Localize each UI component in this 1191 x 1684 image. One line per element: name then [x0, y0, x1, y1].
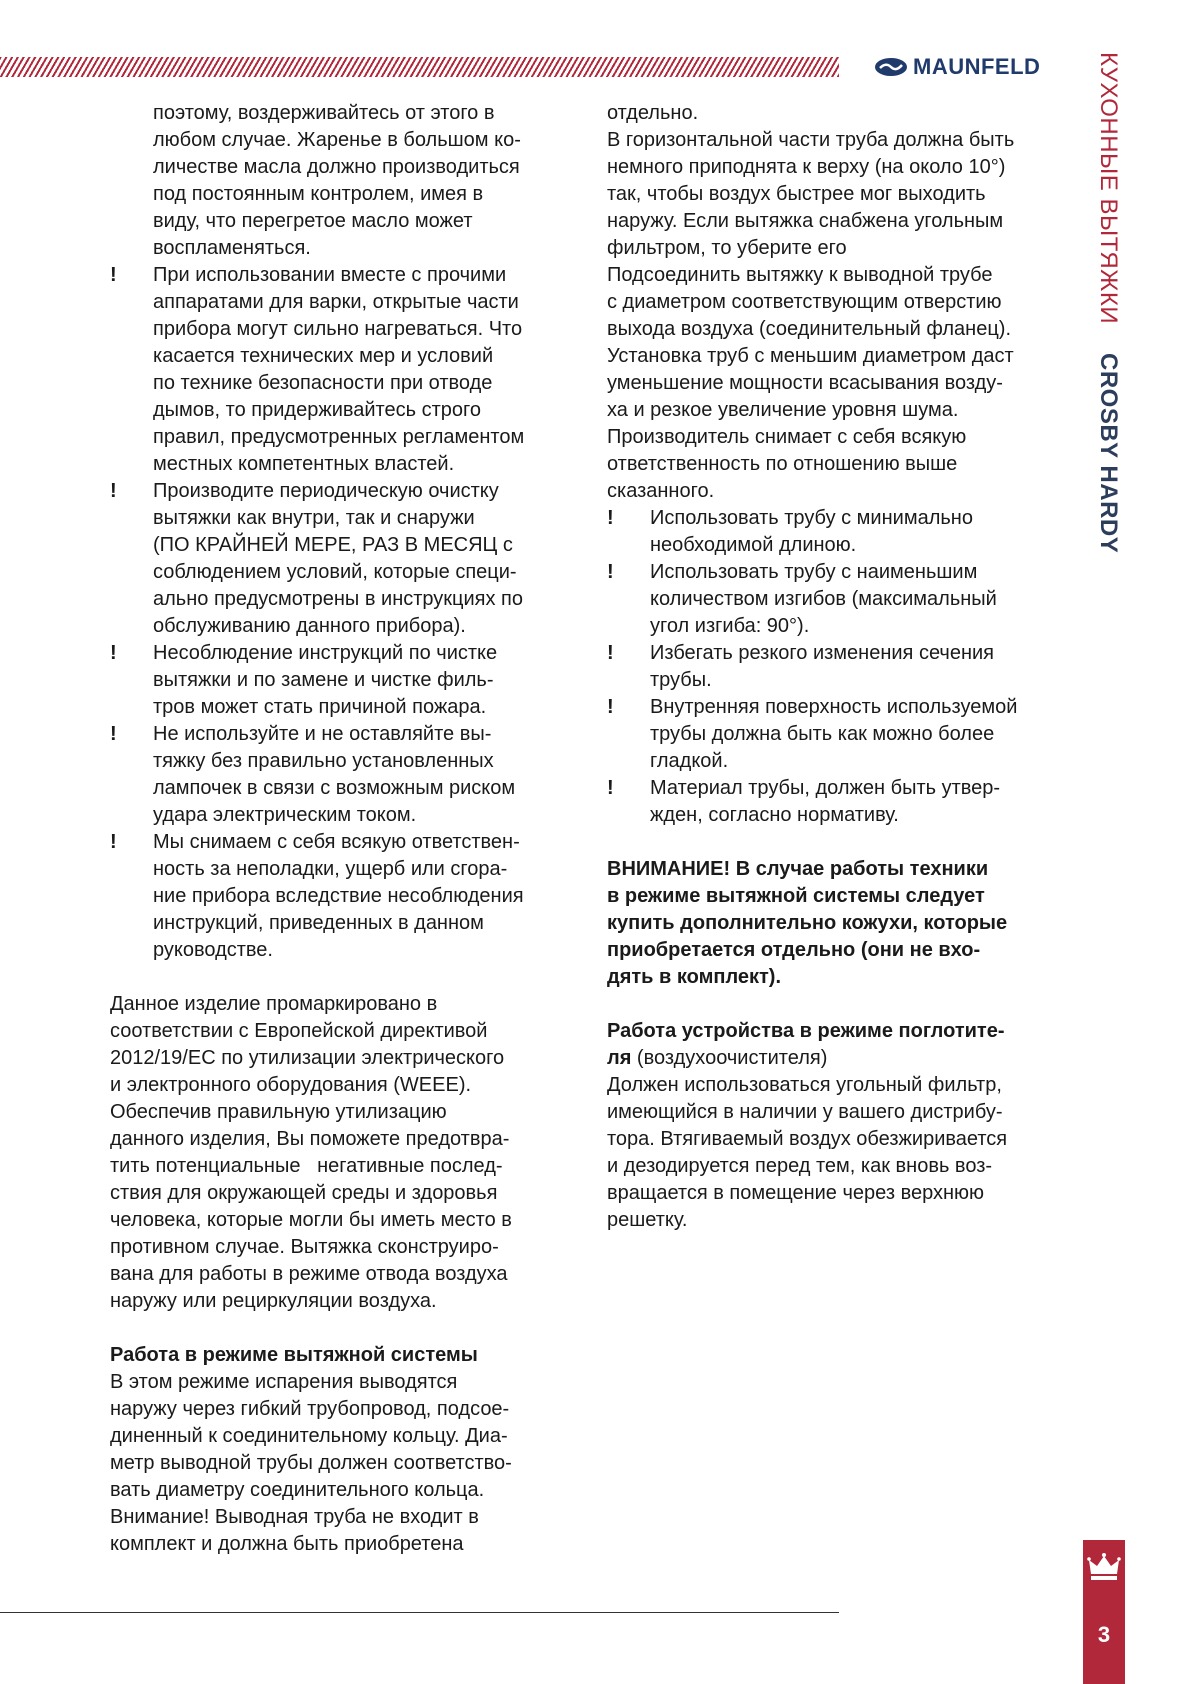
- recirculation-heading: Работа устройства в режиме поглотите-: [607, 1020, 1005, 1042]
- exclamation-mark: !: [110, 480, 117, 502]
- text-line: по технике безопасности при отводе: [153, 372, 493, 394]
- text-line: человека, которые могли бы иметь место в: [110, 1209, 512, 1231]
- exclamation-mark: !: [110, 831, 117, 853]
- exclamation-mark: !: [110, 264, 117, 286]
- exclamation-mark: !: [110, 723, 117, 745]
- text-line: так, чтобы воздух быстрее мог выходить: [607, 183, 986, 205]
- text-line: Мы снимаем с себя всякую ответствен-: [153, 831, 520, 853]
- text-line: ствия для окружающей среды и здоровья: [110, 1182, 498, 1204]
- text-line: аппаратами для варки, открытые части: [153, 291, 519, 313]
- text-line: вать диаметру соединительного кольца.: [110, 1479, 485, 1501]
- text-line: немного приподнята к верху (на около 10°): [607, 156, 1006, 178]
- text-line: дымов, то придерживайтесь строго: [153, 399, 481, 421]
- text-line: ответственность по отношению выше: [607, 453, 958, 475]
- text-line: необходимой длиною.: [650, 534, 857, 556]
- warning-item: [110, 262, 585, 478]
- exclamation-mark: !: [607, 561, 614, 583]
- text-line: Использовать трубу с минимально: [650, 507, 973, 529]
- text-line: воспламеняться.: [153, 237, 311, 259]
- exclamation-mark: !: [607, 777, 614, 799]
- text-line: При использовании вместе с прочими: [153, 264, 507, 286]
- text-line: Подсоединить вытяжку к выводной трубе: [607, 264, 993, 286]
- weee-paragraph: [110, 991, 585, 1315]
- text-line: метр выводной трубы должен соответство-: [110, 1452, 512, 1474]
- heading-note: (воздухоочистителя): [631, 1047, 828, 1069]
- text-line: уменьшение мощности всасывания возду-: [607, 372, 1003, 394]
- pipe-rule-item: [607, 775, 1077, 829]
- text-line: В этом режиме испарения выводятся: [110, 1371, 458, 1393]
- text-line: наружу через гибкий трубопровод, подсое-: [110, 1398, 510, 1420]
- text-line: Не используйте и не оставляйте вы-: [153, 723, 492, 745]
- text-line: противном случае. Вытяжка сконструиро-: [110, 1236, 499, 1258]
- exclamation-mark: !: [607, 642, 614, 664]
- text-line: отдельно.: [607, 102, 699, 124]
- pipe-rule-item: [607, 640, 1077, 694]
- side-title: [1093, 52, 1123, 553]
- text-line: Внимание! Выводная труба не входит в: [110, 1506, 479, 1528]
- page-number-tab: [1083, 1540, 1125, 1684]
- text-line: дять в комплект).: [607, 966, 782, 988]
- text-line: вана для работы в режиме отвода воздуха: [110, 1263, 508, 1285]
- text-line: поэтому, воздерживайтесь от этого в: [153, 102, 495, 124]
- header-stripe: [0, 57, 839, 77]
- model-label: CROSBY HARDY: [1095, 352, 1122, 553]
- page-number: 3: [1097, 1622, 1111, 1647]
- text-line: Избегать резкого изменения сечения: [650, 642, 994, 664]
- left-column: [110, 100, 585, 1558]
- text-line: Производитель снимает с себя всякую: [607, 426, 967, 448]
- text-line: касается технических мер и условий: [153, 345, 494, 367]
- text-line: ность за неполадки, ущерб или сгора-: [153, 858, 508, 880]
- text-line: ально предусмотрены в инструкциях по: [153, 588, 524, 610]
- text-line: лампочек в связи с возможным риском: [153, 777, 516, 799]
- brand-mark-icon: [874, 57, 908, 77]
- text-line: ние прибора вследствие несоблюдения: [153, 885, 524, 907]
- text-line: решетку.: [607, 1209, 688, 1231]
- text-line: тить потенциальные негативные послед-: [110, 1155, 503, 1177]
- text-line: (ПО КРАЙНЕЙ МЕРЕ, РАЗ В МЕСЯЦ с: [153, 534, 513, 556]
- warning-item: [110, 721, 585, 829]
- text-line: Внутренняя поверхность используемой: [650, 696, 1018, 718]
- text-line: Использовать трубу с наименьшим: [650, 561, 978, 583]
- text-line: в режиме вытяжной системы следует: [607, 885, 985, 907]
- text-line: соответствии с Европейской директивой: [110, 1020, 488, 1042]
- text-line: приобретается отдельно (они не вхо-: [607, 939, 981, 961]
- text-line: вытяжки как внутри, так и снаружи: [153, 507, 475, 529]
- text-line: с диаметром соответствующим отверстию: [607, 291, 1002, 313]
- exclamation-mark: !: [607, 507, 614, 529]
- text-line: угол изгиба: 90°).: [650, 615, 810, 637]
- text-line: ха и резкое увеличение уровня шума.: [607, 399, 959, 421]
- exclamation-mark: !: [607, 696, 614, 718]
- text-line: Материал трубы, должен быть утвер-: [650, 777, 1001, 799]
- footer-divider: [0, 1612, 839, 1613]
- text-line: выхода воздуха (соединительный фланец).: [607, 318, 1011, 340]
- brand-name: MAUNFELD: [913, 54, 1041, 79]
- text-line: фильтром, то уберите его: [607, 237, 847, 259]
- text-line: гладкой.: [650, 750, 729, 772]
- text-line: данного изделия, Вы поможете предотвра-: [110, 1128, 510, 1150]
- pipe-paragraph: [607, 100, 1077, 505]
- warning-item: [110, 829, 585, 964]
- text-line: прибора могут сильно нагреваться. Что: [153, 318, 523, 340]
- text-line: сказанного.: [607, 480, 715, 502]
- category-label: КУХОННЫЕ ВЫТЯЖКИ: [1095, 52, 1122, 325]
- text-line: тров может стать причиной пожара.: [153, 696, 487, 718]
- text-line: и электронного оборудования (WEEE).: [110, 1074, 472, 1096]
- recirculation-paragraph: [607, 1072, 1077, 1234]
- pipe-rule-item: [607, 505, 1077, 559]
- heading-part: ля: [607, 1047, 632, 1069]
- exclamation-mark: !: [110, 642, 117, 664]
- text-line: Несоблюдение инструкций по чистке: [153, 642, 498, 664]
- text-line: наружу или рециркуляции воздуха.: [110, 1290, 437, 1312]
- text-line: вращается в помещение через верхнюю: [607, 1182, 985, 1204]
- text-line: тяжку без правильно установленных: [153, 750, 494, 772]
- text-line: личестве масла должно производиться: [153, 156, 520, 178]
- text-line: обслуживанию данного прибора).: [153, 615, 466, 637]
- text-line: Установка труб с меньшим диаметром даст: [607, 345, 1014, 367]
- text-line: В горизонтальной части труба должна быть: [607, 129, 1015, 151]
- attention-block: [607, 856, 1077, 991]
- text-line: Производите периодическую очистку: [153, 480, 499, 502]
- pipe-rule-item: [607, 559, 1077, 640]
- text-line: диненный к соединительному кольцу. Диа-: [110, 1425, 508, 1447]
- pipe-rule-item: [607, 694, 1077, 775]
- intro-paragraph: [110, 100, 585, 262]
- text-line: и дезодируется перед тем, как вновь воз-: [607, 1155, 993, 1177]
- warning-item: [110, 478, 585, 640]
- text-line: трубы.: [650, 669, 712, 691]
- text-line: имеющийся в наличии у вашего дистрибу-: [607, 1101, 1003, 1123]
- text-line: соблюдением условий, которые специ-: [153, 561, 517, 583]
- text-line: 2012/19/ЕС по утилизации электрического: [110, 1047, 505, 1069]
- recirculation-heading-cont: [607, 1045, 1077, 1072]
- right-column: [607, 100, 1077, 1234]
- exhaust-paragraph: [110, 1369, 585, 1558]
- text-line: трубы должна быть как можно более: [650, 723, 995, 745]
- text-line: правил, предусмотренных регламентом: [153, 426, 525, 448]
- text-line: вытяжки и по замене и чистке филь-: [153, 669, 494, 691]
- text-line: комплект и должна быть приобретена: [110, 1533, 464, 1555]
- text-line: жден, согласно нормативу.: [650, 804, 899, 826]
- text-line: удара электрическим током.: [153, 804, 417, 826]
- text-line: количеством изгибов (максимальный: [650, 588, 997, 610]
- text-line: инструкций, приведенных в данном: [153, 912, 484, 934]
- text-line: местных компетентных властей.: [153, 453, 455, 475]
- text-line: Данное изделие промаркировано в: [110, 993, 438, 1015]
- text-line: тора. Втягиваемый воздух обезжиривается: [607, 1128, 1008, 1150]
- exhaust-heading: Работа в режиме вытяжной системы: [110, 1344, 478, 1366]
- text-line: купить дополнительно кожухи, которые: [607, 912, 1008, 934]
- text-line: руководстве.: [153, 939, 273, 961]
- text-line: любом случае. Жаренье в большом ко-: [153, 129, 521, 151]
- text-line: Должен использоваться угольный фильтр,: [607, 1074, 1002, 1096]
- text-line: виду, что перегретое масло может: [153, 210, 473, 232]
- text-line: наружу. Если вытяжка снабжена угольным: [607, 210, 1004, 232]
- warning-item: [110, 640, 585, 721]
- brand-logo: [874, 55, 1040, 79]
- text-line: Обеспечив правильную утилизацию: [110, 1101, 447, 1123]
- crown-icon: [1087, 1552, 1121, 1582]
- text-line: под постоянным контролем, имея в: [153, 183, 484, 205]
- text-line: ВНИМАНИЕ! В случае работы техники: [607, 858, 989, 880]
